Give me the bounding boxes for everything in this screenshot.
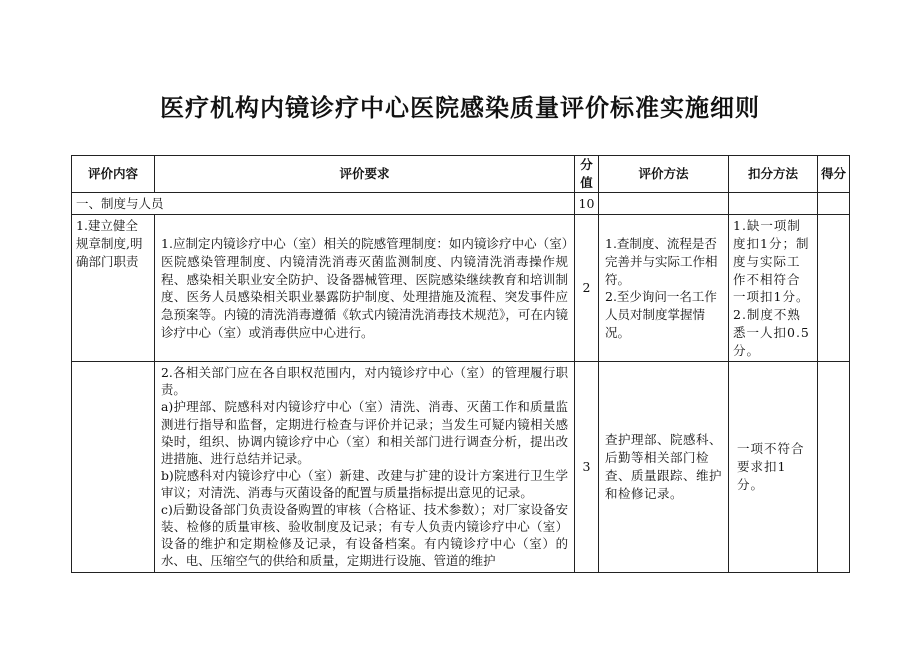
header-row xyxy=(72,156,850,193)
row-score: 3 xyxy=(575,362,599,572)
section-empty xyxy=(729,192,818,215)
requirement-line: b)院感科对内镜诊疗中心（室）新建、改建与扩建的设计方案进行卫生学审议；对清洗、消毒与灭菌设备的配置与质量指标提出意见的记录。 xyxy=(161,467,568,501)
header-score: 分值 xyxy=(575,156,599,193)
header-requirement: 评价要求 xyxy=(155,156,575,193)
header-method: 评价方法 xyxy=(599,156,729,193)
row-method: 1.查制度、流程是否完善并与实际工作相符。 2.至少询问一名工作人员对制度掌握情况。 xyxy=(599,215,729,362)
requirement-line: a)护理部、院感科对内镜诊疗中心（室）清洗、消毒、灭菌工作和质量监测进行指导和监督，定期进行检查与评价并记录；当发生可疑内镜相关感染时，组织、协调内镜诊疗中心（室）和相关部门进行调查分析，提出改进措施、进行总结并记录。 xyxy=(161,399,568,466)
row-requirement: 1.应制定内镜诊疗中心（室）相关的院感管理制度：如内镜诊疗中心（室）医院感染管理制度、内镜清洗消毒灭菌监测制度、内镜清洗消毒操作规程、感染相关职业安全防护、设备器械管理、医院感染继续教育和培训制度、医务人员感染相关职业暴露防护制度、处理措施及流程、突发事件应急预案等。内镜的清洗消毒遵循《软式内镜清洗消毒技术规范》，可在内镜诊疗中心（室）或消毒供应中心进行。 xyxy=(155,215,575,362)
section-empty xyxy=(599,192,729,215)
row-content xyxy=(72,362,155,572)
evaluation-table xyxy=(71,155,850,573)
table-row xyxy=(72,215,850,362)
header-got-score: 得分 xyxy=(818,156,850,193)
document-title: 医疗机构内镜诊疗中心医院感染质量评价标准实施细则 xyxy=(160,94,760,122)
section-empty xyxy=(818,192,850,215)
requirement-line: 2.各相关部门应在各自职权范围内，对内镜诊疗中心（室）的管理履行职责。 xyxy=(161,365,568,398)
row-got-score xyxy=(818,215,850,362)
header-deduction: 扣分方法 xyxy=(729,156,818,193)
section-score: 10 xyxy=(575,192,599,215)
row-score: 2 xyxy=(575,215,599,362)
table-row xyxy=(72,362,850,572)
row-content: 1.建立健全规章制度,明确部门职责 xyxy=(72,215,155,362)
row-method: 查护理部、院感科、后勤等相关部门检查、质量跟踪、维护和检修记录。 xyxy=(599,362,729,572)
header-content: 评价内容 xyxy=(72,156,155,193)
row-got-score xyxy=(818,362,850,572)
row-deduction: 一项不符合要求扣1分。 xyxy=(729,362,818,572)
row-deduction: 1.缺一项制度扣1分；制度与实际工作不相符合一项扣1分。 2.制度不熟悉一人扣0.5分。 xyxy=(729,215,818,362)
requirement-line: c)后勤设备部门负责设备购置的审核（合格证、技术参数）；对厂家设备安装、检修的质量审核、验收制度及记录；有专人负责内镜诊疗中心（室）设备的维护和定期检修及记录，有设备档案。有内镜诊疗中心（室）的水、电、压缩空气的供给和质量，定期进行设施、管道的维护 xyxy=(161,502,568,569)
section-label: 一、制度与人员 xyxy=(72,192,575,215)
row-requirement xyxy=(155,362,575,572)
section-row xyxy=(72,192,850,215)
